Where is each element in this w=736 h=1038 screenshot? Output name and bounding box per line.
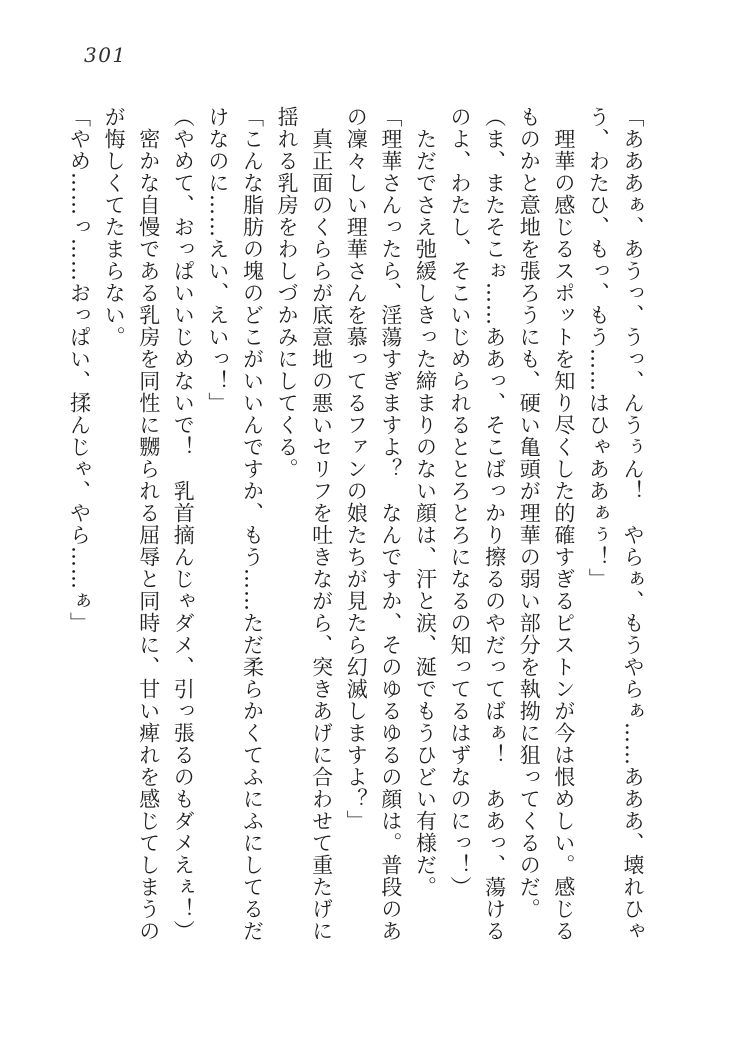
page-number: 301 — [84, 43, 127, 67]
paragraph: 理華の感じるスポットを知り尽くした的確すぎるピストンが今は恨めしい。感じるものかと意地を張ろうにも、硬い亀頭が理華の弱い部分を執拗に狙ってくるのだ。 — [517, 106, 576, 942]
paragraph: 「こんな脂肪の塊のどこがいいんですか、もう……ただ柔らかくてふにふにしてるだけなのに……えい、えいっ！」 — [205, 106, 265, 942]
paragraph: 「やめ……っ……おっぱい、揉んじゃ、やら……ぁ」 — [67, 106, 92, 634]
paragraph: （ま、またそこぉ……ああっ、そこばっかり擦るのやだってばぁ！ ああっ、蕩けるのよ、わたし、そこいじめられるととろとろになるの知ってるはずなのにっ！） — [448, 106, 507, 942]
paragraph: 密かな自慢である乳房を同性に嬲られる屈辱と同時に、甘い痺れを感じてしまうのが悔しくてたまらない。 — [102, 106, 161, 942]
body-text — [58, 106, 650, 952]
paragraph: 「理華さんったら、淫蕩すぎますよ？ なんですか、そのゆるゆるの顔は。普段のあの凜々しい理華さんを慕ってるファンの娘たちが見たら幻滅しますよ？」 — [344, 106, 403, 942]
paragraph: （やめて、おっぱいいじめないで！ 乳首摘んじゃダメ、引っ張るのもダメえぇ！） — [171, 106, 196, 942]
paragraph: 「あああぁ、あうっ、うっ、んうぅん！ やらぁ、もうやらぁ……あああ、壊れひゃう、わたひ、もっ、もう……はひゃああぁぅ！」 — [586, 106, 645, 942]
paragraph: ただでさえ弛緩しきった締まりのない顔は、汗と涙、涎でもうひどい有様だ。 — [413, 128, 438, 898]
paragraph: 真正面のくららが底意地の悪いセリフを吐きながら、突きあげに合わせて重たげに揺れる乳房をわしづかみにしてくる。 — [275, 106, 334, 942]
